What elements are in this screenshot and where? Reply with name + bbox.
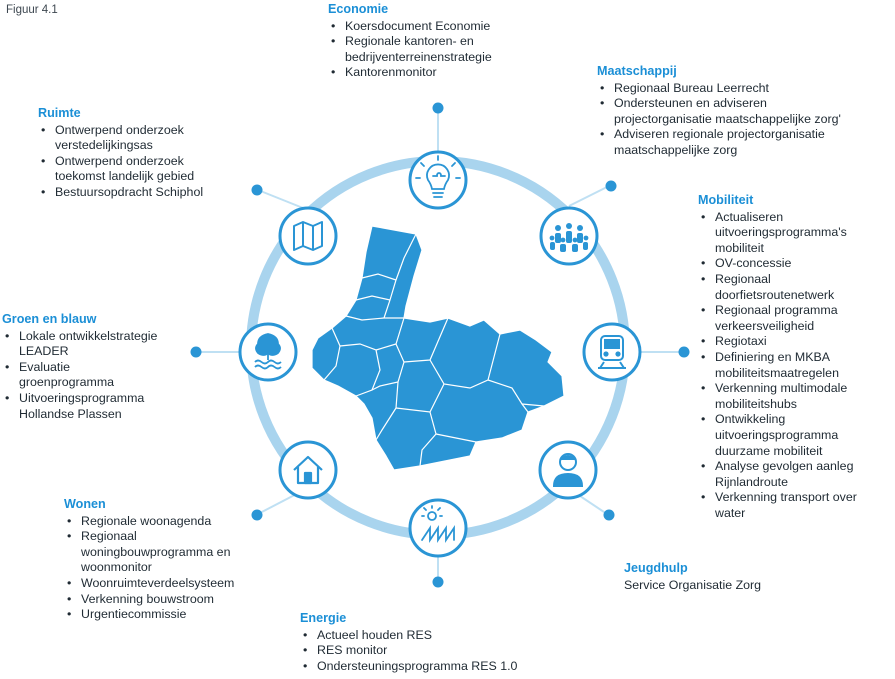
list-item: • Adviseren regionale projectorganisatie maatschappelijke zorg: [597, 127, 841, 158]
section-ruimte: [38, 106, 203, 201]
dot-energie: [433, 577, 444, 588]
section-text: Service Organisatie Zorg: [624, 577, 762, 592]
list-item: • Lokale ontwikkelstrategie LEADER: [2, 329, 157, 360]
list-item: • Verkenning bouwstroom: [64, 592, 234, 608]
bullet-list: [698, 210, 857, 522]
section-title: Ruimte: [38, 106, 81, 120]
section-maatschappij: [597, 64, 841, 159]
bullet-list: [328, 19, 492, 81]
list-item: • Actualiseren uitvoeringsprogramma's mobiliteit: [698, 210, 857, 257]
dot-economie: [433, 103, 444, 114]
dot-groen: [191, 347, 202, 358]
list-item: • Ondersteunen en adviseren projectorganisatie maatschappelijke zorg': [597, 96, 841, 127]
list-item: • Ontwikkeling uitvoeringsprogramma duurzame mobiliteit: [698, 412, 857, 459]
section-title: Wonen: [64, 497, 106, 511]
list-item: • Regiotaxi: [698, 334, 857, 350]
section-energie: [300, 611, 517, 674]
icon-mobiliteit-group: [584, 324, 640, 380]
region-map: [312, 226, 564, 470]
dot-mobiliteit: [679, 347, 690, 358]
dot-ruimte: [252, 185, 263, 196]
section-title: Maatschappij: [597, 64, 677, 78]
section-groen-en-blauw: [2, 312, 157, 422]
section-economie: [328, 2, 492, 81]
list-item: • Definiering en MKBA mobiliteitsmaatregelen: [698, 350, 857, 381]
list-item: • Koersdocument Economie: [328, 19, 492, 35]
icon-wonen-group: [280, 442, 336, 498]
icon-maatschappij-group: [541, 208, 597, 264]
list-item: • OV-concessie: [698, 256, 857, 272]
section-title: Groen en blauw: [2, 312, 97, 326]
dot-maatschappij: [606, 181, 617, 192]
bullet-list: [300, 628, 517, 675]
list-item: • Regionale kantoren- en bedrijventerreinenstrategie: [328, 34, 492, 65]
list-item: • Ondersteuningsprogramma RES 1.0: [300, 659, 517, 675]
bullet-list: [38, 123, 203, 201]
bullet-list: [64, 514, 234, 623]
list-item: • Evaluatie groenprogramma: [2, 360, 157, 391]
icon-ruimte-group: [280, 208, 336, 264]
section-title: Jeugdhulp: [624, 561, 688, 575]
section-title: Energie: [300, 611, 347, 625]
list-item: • Ontwerpend onderzoek toekomst landelijk gebied: [38, 154, 203, 185]
list-item: • Verkenning multimodale mobiliteitshubs: [698, 381, 857, 412]
list-item: • RES monitor: [300, 643, 517, 659]
icon-jeugdhulp-group: [540, 442, 596, 498]
dot-wonen: [252, 510, 263, 521]
icon-energie-group: [410, 500, 466, 556]
list-item: • Regionaal doorfietsroutenetwerk: [698, 272, 857, 303]
section-mobiliteit: [698, 193, 857, 521]
list-item: • Analyse gevolgen aanleg Rijnlandroute: [698, 459, 857, 490]
list-item: • Regionaal woningbouwprogramma en woonmonitor: [64, 529, 234, 576]
list-item: • Kantorenmonitor: [328, 65, 492, 81]
list-item: • Ontwerpend onderzoek verstedelijkingsas: [38, 123, 203, 154]
section-jeugdhulp: [624, 561, 761, 593]
bullet-list: [597, 81, 841, 159]
list-item: • Uitvoeringsprogramma Hollandse Plassen: [2, 391, 157, 422]
icon-economie-group: [410, 152, 466, 208]
list-item: • Woonruimteverdeelsysteem: [64, 576, 234, 592]
dot-jeugdhulp: [604, 510, 615, 521]
list-item: • Regionaal Bureau Leerrecht: [597, 81, 841, 97]
section-title: Economie: [328, 2, 389, 16]
section-title: Mobiliteit: [698, 193, 754, 207]
section-wonen: [64, 497, 234, 623]
list-item: • Actueel houden RES: [300, 628, 517, 644]
list-item: • Urgentiecommissie: [64, 607, 234, 623]
list-item: • Bestuursopdracht Schiphol: [38, 185, 203, 201]
icon-groen-group: [240, 324, 296, 380]
bullet-list: [2, 329, 157, 423]
figure-label: Figuur 4.1: [6, 4, 58, 16]
list-item: • Regionaal programma verkeersveiligheid: [698, 303, 857, 334]
list-item: • Regionale woonagenda: [64, 514, 234, 530]
list-item: • Verkenning transport over water: [698, 490, 857, 521]
